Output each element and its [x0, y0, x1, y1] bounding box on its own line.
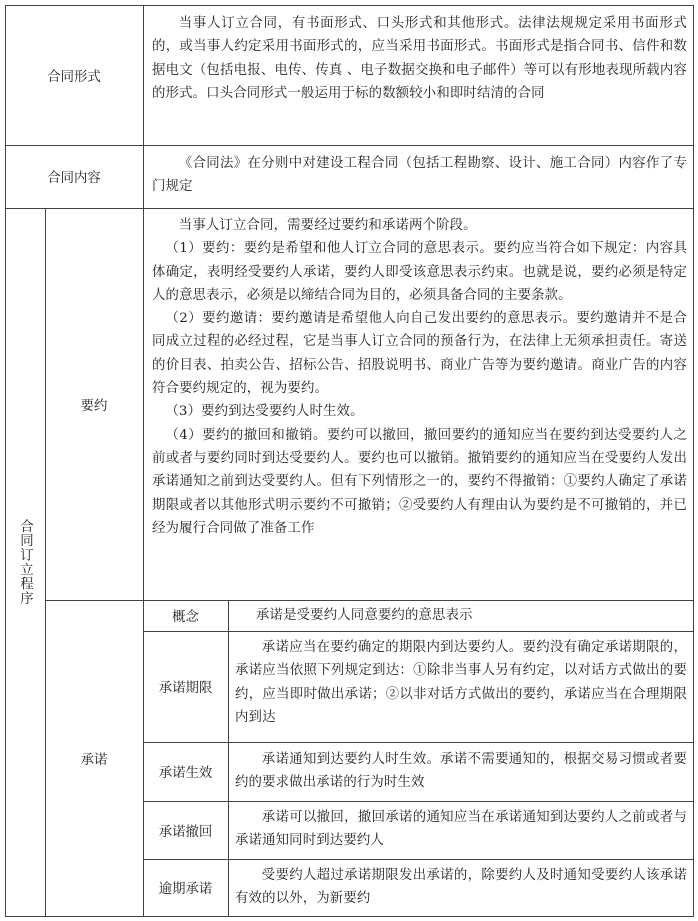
offer-paragraph-definition: （1）要约：要约是希望和他人订立合同的意思表示。要约应当符合如下规定：内容具体确定，表明经受要约人承诺，要约人即受该意思表示约束。也就是说，要约必须是特定人的意思表示，必须是以缔结合同为目的，必须具备合同的主要条款。	[152, 241, 687, 303]
contract-content-text: 《合同法》在分则中对建设工程合同（包括工程勘察、设计、施工合同）内容作了专门规定	[152, 156, 687, 195]
offer-paragraph-effective: （3）要约到达受要约人时生效。	[165, 404, 364, 420]
acceptance-withdrawal-text: 承诺可以撤回，撤回承诺的通知应当在承诺通知到达要约人之前或者与承诺通知同时到达要约人	[235, 810, 687, 849]
offer-paragraph-withdrawal: （4）要约的撤回和撤销。要约可以撤回，撤回要约的通知应当在要约到达受要约人之前或者与要约同时到达受要约人。要约也可以撤销。撤销要约的通知应当在受要约人发出承诺通知之前到达受要约人。但有下列情形之一的，要约不得撤销：①要约人确定了承诺期限或者以其他形式明示要约不可撤销；②受要约人有理由认为要约是不可撤销的，并已经为履行合同做了准备工作	[152, 427, 687, 536]
offer-text	[152, 214, 687, 540]
contract-form-text: 当事人订立合同，有书面形式、口头形式和其他形式。法律法规规定采用书面形式的，或当事人约定采用书面形式的，应当采用书面形式。书面形式是指合同书、信件和数据电文（包括电报、电传、传真 、电子数据交换和电子邮件）等可以有形地表现所载内容的形式。口头合同形式一般运用于标的数额较小和即时结清的合同	[152, 16, 687, 101]
acceptance-label: 承诺	[80, 752, 108, 768]
late-acceptance-text: 受要约人超过承诺期限发出承诺的，除要约人及时通知受要约人该承诺有效的以外，为新要约	[235, 868, 687, 907]
acceptance-period-label: 承诺期限	[158, 681, 213, 696]
offer-paragraph-intro: 当事人订立合同，需要经过要约和承诺两个阶段。	[178, 218, 477, 233]
offer-paragraph-invitation: （2）要约邀请：要约邀请是希望他人向自己发出要约的意思表示。要约邀请并不是合同成立过程的必经过程，它是当事人订立合同的预备行为，在法律上无须承担责任。寄送的价目表、拍卖公告、招标公告、招股说明书、商业广告等为要约邀请。商业广告的内容符合要约规定的，视为要约。	[152, 311, 687, 397]
acceptance-period-text: 承诺应当在要约确定的期限内到达要约人。要约没有确定承诺期限的，承诺应当依照下列规定到达：①除非当事人另有约定，以对话方式做出的要约，应当即时做出承诺；②以非对话方式做出的要约，承诺应当在合理期限内到达	[235, 640, 687, 725]
acceptance-effective-text: 承诺通知到达要约人时生效。承诺不需要通知的，根据交易习惯或者要约的要求做出承诺的行为时生效	[235, 752, 687, 791]
acceptance-concept-text: 承诺是受要约人同意要约的意思表示	[256, 608, 473, 623]
table-bottom-border	[5, 916, 694, 917]
acceptance-label-divider	[228, 600, 229, 917]
table-right-border	[693, 5, 694, 917]
contract-procedure-label: 合同订立程序	[17, 518, 33, 606]
offer-label: 要约	[80, 398, 108, 414]
contract-content-label: 合同内容	[47, 171, 101, 186]
acceptance-effective-label: 承诺生效	[158, 766, 213, 781]
acceptance-concept-label: 概念	[172, 610, 199, 625]
acceptance-withdrawal-label: 承诺撤回	[158, 824, 213, 840]
late-acceptance-label: 逾期承诺	[158, 882, 213, 897]
contract-form-label: 合同形式	[47, 69, 101, 85]
